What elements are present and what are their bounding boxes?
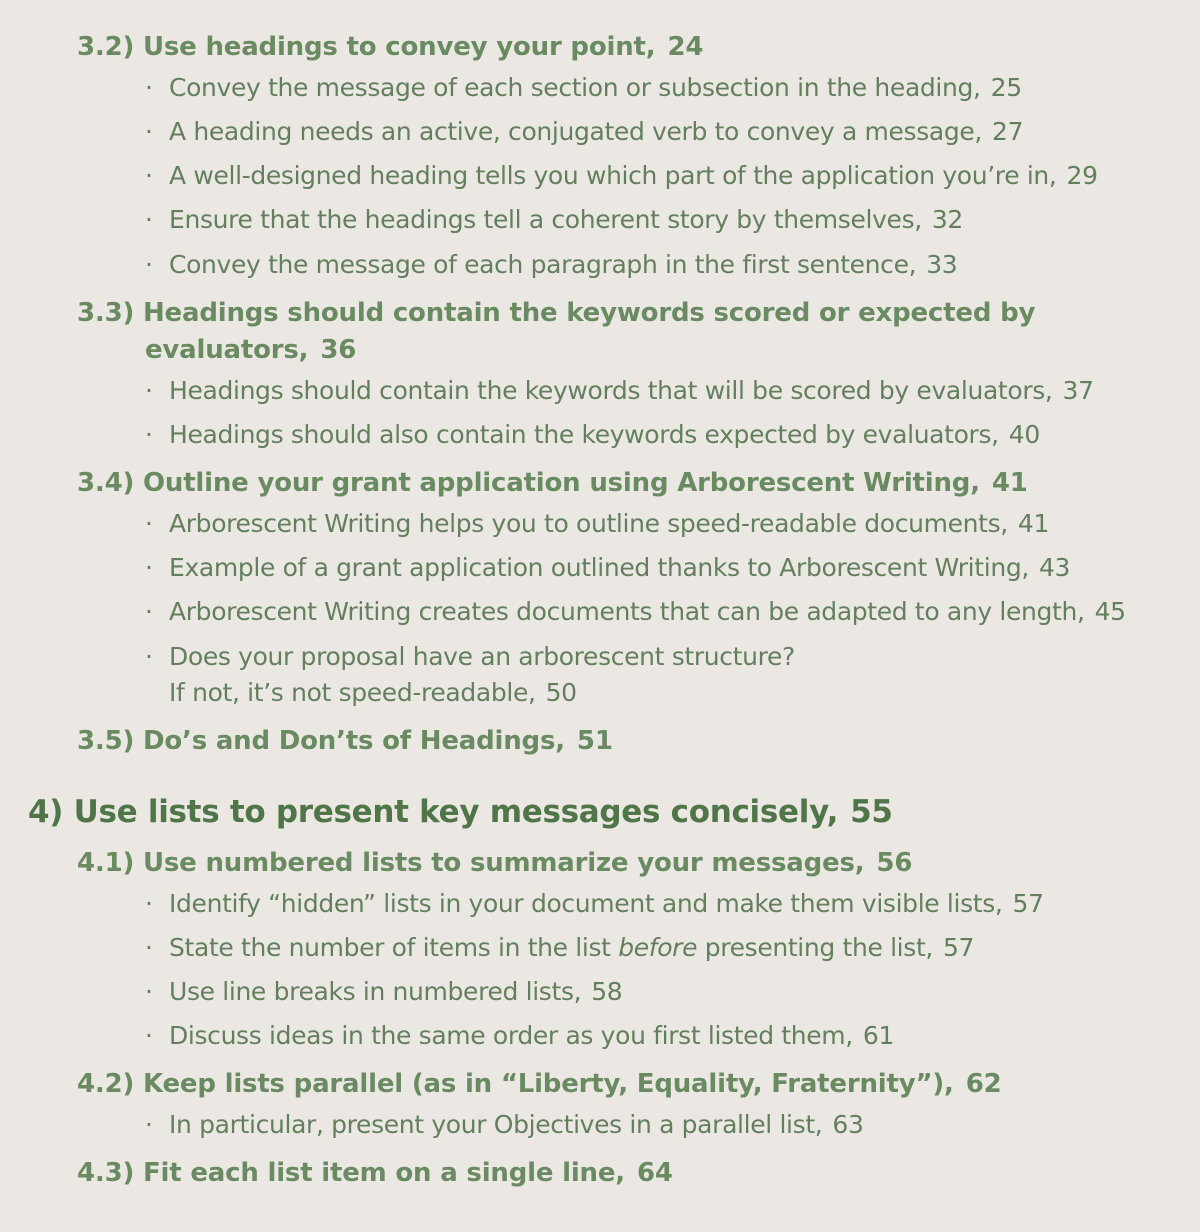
- toc-bullet-item-continued: [169, 680, 577, 705]
- bullet-dot-icon: ·: [145, 205, 153, 234]
- toc-page-number: 56: [876, 848, 913, 878]
- toc-page-number: 25: [990, 73, 1022, 102]
- toc-bullet-item: [145, 935, 974, 960]
- bullet-dot-icon: ·: [145, 73, 153, 102]
- toc-bullet-item: [145, 422, 1040, 447]
- toc-page-number: 41: [991, 468, 1028, 498]
- toc-subsection-4-2: [77, 1071, 1002, 1097]
- toc-entry-title: evaluators,: [145, 335, 309, 365]
- toc-entry-emphasis: before: [618, 933, 698, 962]
- toc-page-number: 27: [992, 117, 1024, 146]
- toc-bullet-item: [145, 252, 957, 277]
- toc-subsection-4-3: [77, 1160, 673, 1186]
- toc-entry-title: 4) Use lists to present key messages concisely,: [28, 794, 839, 830]
- toc-bullet-item: [145, 1112, 864, 1137]
- toc-bullet-item: [145, 163, 1098, 188]
- toc-page-number: 55: [850, 794, 893, 830]
- bullet-dot-icon: ·: [145, 509, 153, 538]
- toc-subsection-3-5: [77, 728, 613, 754]
- toc-entry-title: State the number of items in the list: [169, 933, 611, 962]
- toc-bullet-item: [145, 1023, 894, 1048]
- toc-subsection-3-4: [77, 470, 1028, 496]
- bullet-dot-icon: ·: [145, 1021, 153, 1050]
- toc-page-number: 24: [667, 32, 704, 62]
- toc-entry-title: presenting the list,: [704, 933, 933, 962]
- toc-page-number: 57: [943, 933, 975, 962]
- bullet-dot-icon: ·: [145, 553, 153, 582]
- toc-bullet-item: [145, 891, 1044, 916]
- toc-page-number: 45: [1094, 597, 1126, 626]
- toc-entry-title: Ensure that the headings tell a coherent story by themselves,: [169, 205, 922, 234]
- toc-entry-title: 3.3) Headings should contain the keywords scored or expected by: [77, 298, 1036, 328]
- bullet-dot-icon: ·: [145, 376, 153, 405]
- toc-subsection-4-1: [77, 850, 912, 876]
- bullet-dot-icon: ·: [145, 642, 153, 671]
- toc-entry-title: A heading needs an active, conjugated verb to convey a message,: [169, 117, 983, 146]
- bullet-dot-icon: ·: [145, 889, 153, 918]
- toc-page-number: 63: [832, 1110, 864, 1139]
- toc-bullet-item: [145, 119, 1023, 144]
- toc-entry-title: 4.3) Fit each list item on a single line,: [77, 1158, 625, 1188]
- toc-page-number: 50: [545, 678, 577, 707]
- toc-entry-title: Use line breaks in numbered lists,: [169, 977, 582, 1006]
- toc-entry-title: A well-designed heading tells you which part of the application you’re in,: [169, 161, 1057, 190]
- bullet-dot-icon: ·: [145, 977, 153, 1006]
- toc-entry-title: Example of a grant application outlined thanks to Arborescent Writing,: [169, 553, 1029, 582]
- toc-page-number: 62: [965, 1069, 1002, 1099]
- toc-bullet-item: [145, 75, 1022, 100]
- toc-entry-title: Discuss ideas in the same order as you first listed them,: [169, 1021, 853, 1050]
- toc-entry-title: Convey the message of each paragraph in the first sentence,: [169, 250, 917, 279]
- toc-entry-title: 4.1) Use numbered lists to summarize your messages,: [77, 848, 865, 878]
- toc-entry-title: If not, it’s not speed-readable,: [169, 678, 536, 707]
- toc-subsection-3-3: [77, 300, 1035, 326]
- toc-page-number: 61: [862, 1021, 895, 1050]
- bullet-dot-icon: ·: [145, 161, 153, 190]
- toc-entry-title: Headings should also contain the keywords expected by evaluators,: [169, 420, 999, 449]
- toc-subsection-3-2: [77, 34, 703, 60]
- toc-page-number: 41: [1017, 509, 1050, 538]
- toc-chapter-4: [28, 794, 893, 830]
- toc-page-number: 32: [931, 205, 963, 234]
- bullet-dot-icon: ·: [145, 117, 153, 146]
- toc-bullet-item: [145, 599, 1126, 624]
- bullet-dot-icon: ·: [145, 420, 153, 449]
- toc-page-number: 51: [576, 726, 613, 756]
- toc-bullet-item: [145, 555, 1070, 580]
- toc-entry-title: 4.2) Keep lists parallel (as in “Liberty, Equality, Fraternity”),: [77, 1069, 954, 1099]
- toc-page-number: 57: [1012, 889, 1044, 918]
- toc-bullet-item: [145, 207, 963, 232]
- bullet-dot-icon: ·: [145, 597, 153, 626]
- toc-entry-title: 3.5) Do’s and Don’ts of Headings,: [77, 726, 565, 756]
- toc-bullet-item: [145, 378, 1094, 403]
- toc-entry-title: 3.2) Use headings to convey your point,: [77, 32, 656, 62]
- toc-page-number: 36: [320, 335, 357, 365]
- toc-page-number: 37: [1062, 376, 1094, 405]
- bullet-dot-icon: ·: [145, 1110, 153, 1139]
- toc-bullet-item: [145, 979, 622, 1004]
- toc-page-number: 43: [1038, 553, 1071, 582]
- toc-page-number: 29: [1066, 161, 1098, 190]
- bullet-dot-icon: ·: [145, 250, 153, 279]
- bullet-dot-icon: ·: [145, 933, 153, 962]
- toc-bullet-item: [145, 644, 795, 669]
- toc-page-number: 33: [926, 250, 958, 279]
- toc-entry-title: Headings should contain the keywords that will be scored by evaluators,: [169, 376, 1053, 405]
- toc-page-number: 40: [1008, 420, 1040, 449]
- toc-entry-title: Arborescent Writing helps you to outline speed-readable documents,: [169, 509, 1008, 538]
- toc-entry-title: In particular, present your Objectives in a parallel list,: [169, 1110, 823, 1139]
- toc-entry-title: 3.4) Outline your grant application using Arborescent Writing,: [77, 468, 980, 498]
- toc-entry-title: Convey the message of each section or subsection in the heading,: [169, 73, 981, 102]
- toc-page-number: 64: [636, 1158, 673, 1188]
- toc-entry-title: Arborescent Writing creates documents that can be adapted to any length,: [169, 597, 1085, 626]
- toc-entry-title: Identify “hidden” lists in your document and make them visible lists,: [169, 889, 1003, 918]
- toc-page-number: 58: [591, 977, 623, 1006]
- toc-subsection-3-3-continued: [145, 337, 356, 363]
- toc-bullet-item: [145, 511, 1049, 536]
- toc-entry-title: Does your proposal have an arborescent structure?: [169, 642, 795, 671]
